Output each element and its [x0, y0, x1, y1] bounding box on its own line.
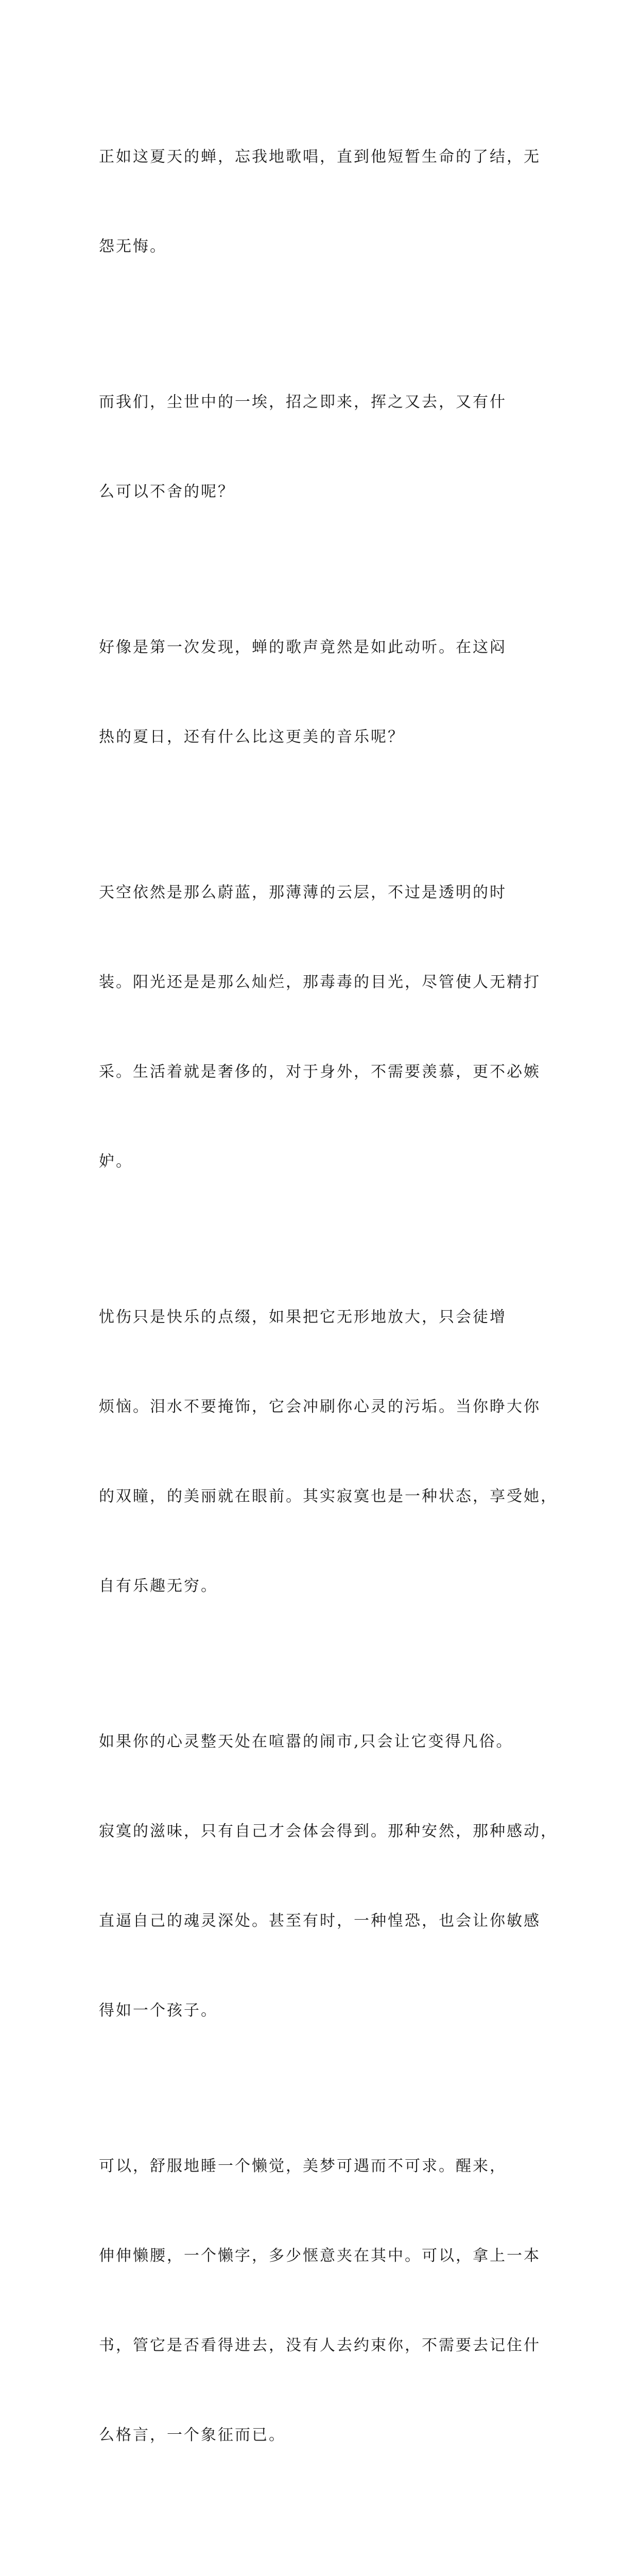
paragraph	[99, 2092, 547, 2510]
text-line: 的双瞳，的美丽就在眼前。其实寂寞也是一种状态，享受她，	[99, 1487, 558, 1505]
text-line: 寂寞的滋味，只有自己才会体会得到。那种安然，那种感动，	[99, 1822, 558, 1840]
text-line: 如果你的心灵整天处在喧嚣的闹市,只会让它变得凡俗。	[99, 1733, 513, 1751]
text-line: 妒。	[99, 1153, 133, 1171]
paragraph	[99, 818, 547, 1236]
text-line: 么可以不舍的呢？	[99, 483, 235, 501]
paragraph	[99, 573, 547, 812]
text-line: 采。生活着就是奢侈的，对于身外，不需要羡慕，更不必嫉	[99, 1063, 541, 1081]
text-line: 么格言，一个象征而已。	[99, 2426, 286, 2444]
paragraph	[99, 2516, 547, 2576]
text-line: 烦恼。泪水不要掩饰，它会冲刷你心灵的污垢。当你睁大你	[99, 1398, 541, 1416]
document-body	[99, 82, 558, 2576]
paragraph	[99, 328, 547, 567]
text-line: 忧伤只是快乐的点缀，如果把它无形地放大，只会徒增	[99, 1308, 507, 1326]
text-line: 好像是第一次发现，蝉的歌声竟然是如此动听。在这闷	[99, 638, 507, 656]
text-line: 装。阳光还是是那么灿烂，那毒毒的目光，尽管使人无精打	[99, 973, 541, 991]
text-line: 自有乐趣无穷。	[99, 1577, 218, 1595]
text-line: 天空依然是那么蔚蓝，那薄薄的云层，不过是透明的时	[99, 884, 507, 902]
paragraph	[99, 82, 547, 321]
text-line: 正如这夏天的蝉，忘我地歌唱，直到他短暂生命的了结，无	[99, 148, 541, 166]
text-line: 而我们，尘世中的一埃，招之即来，挥之又去，又有什	[99, 393, 507, 411]
text-line: 怨无悔。	[99, 238, 167, 256]
paragraph	[99, 1667, 558, 2086]
text-line: 书，管它是否看得进去，没有人去约束你，不需要去记住什	[99, 2336, 541, 2354]
text-line: 可以，舒服地睡一个懒觉，美梦可遇而不可求。醒来，	[99, 2157, 507, 2175]
text-line: 直逼自己的魂灵深处。甚至有时，一种惶恐，也会让你敏感	[99, 1912, 541, 1930]
text-line: 伸伸懒腰，一个懒字，多少惬意夹在其中。可以，拿上一本	[99, 2247, 541, 2265]
paragraph	[99, 1243, 558, 1661]
text-line: 热的夏日，还有什么比这更美的音乐呢？	[99, 728, 405, 746]
text-line: 得如一个孩子。	[99, 2002, 218, 2020]
